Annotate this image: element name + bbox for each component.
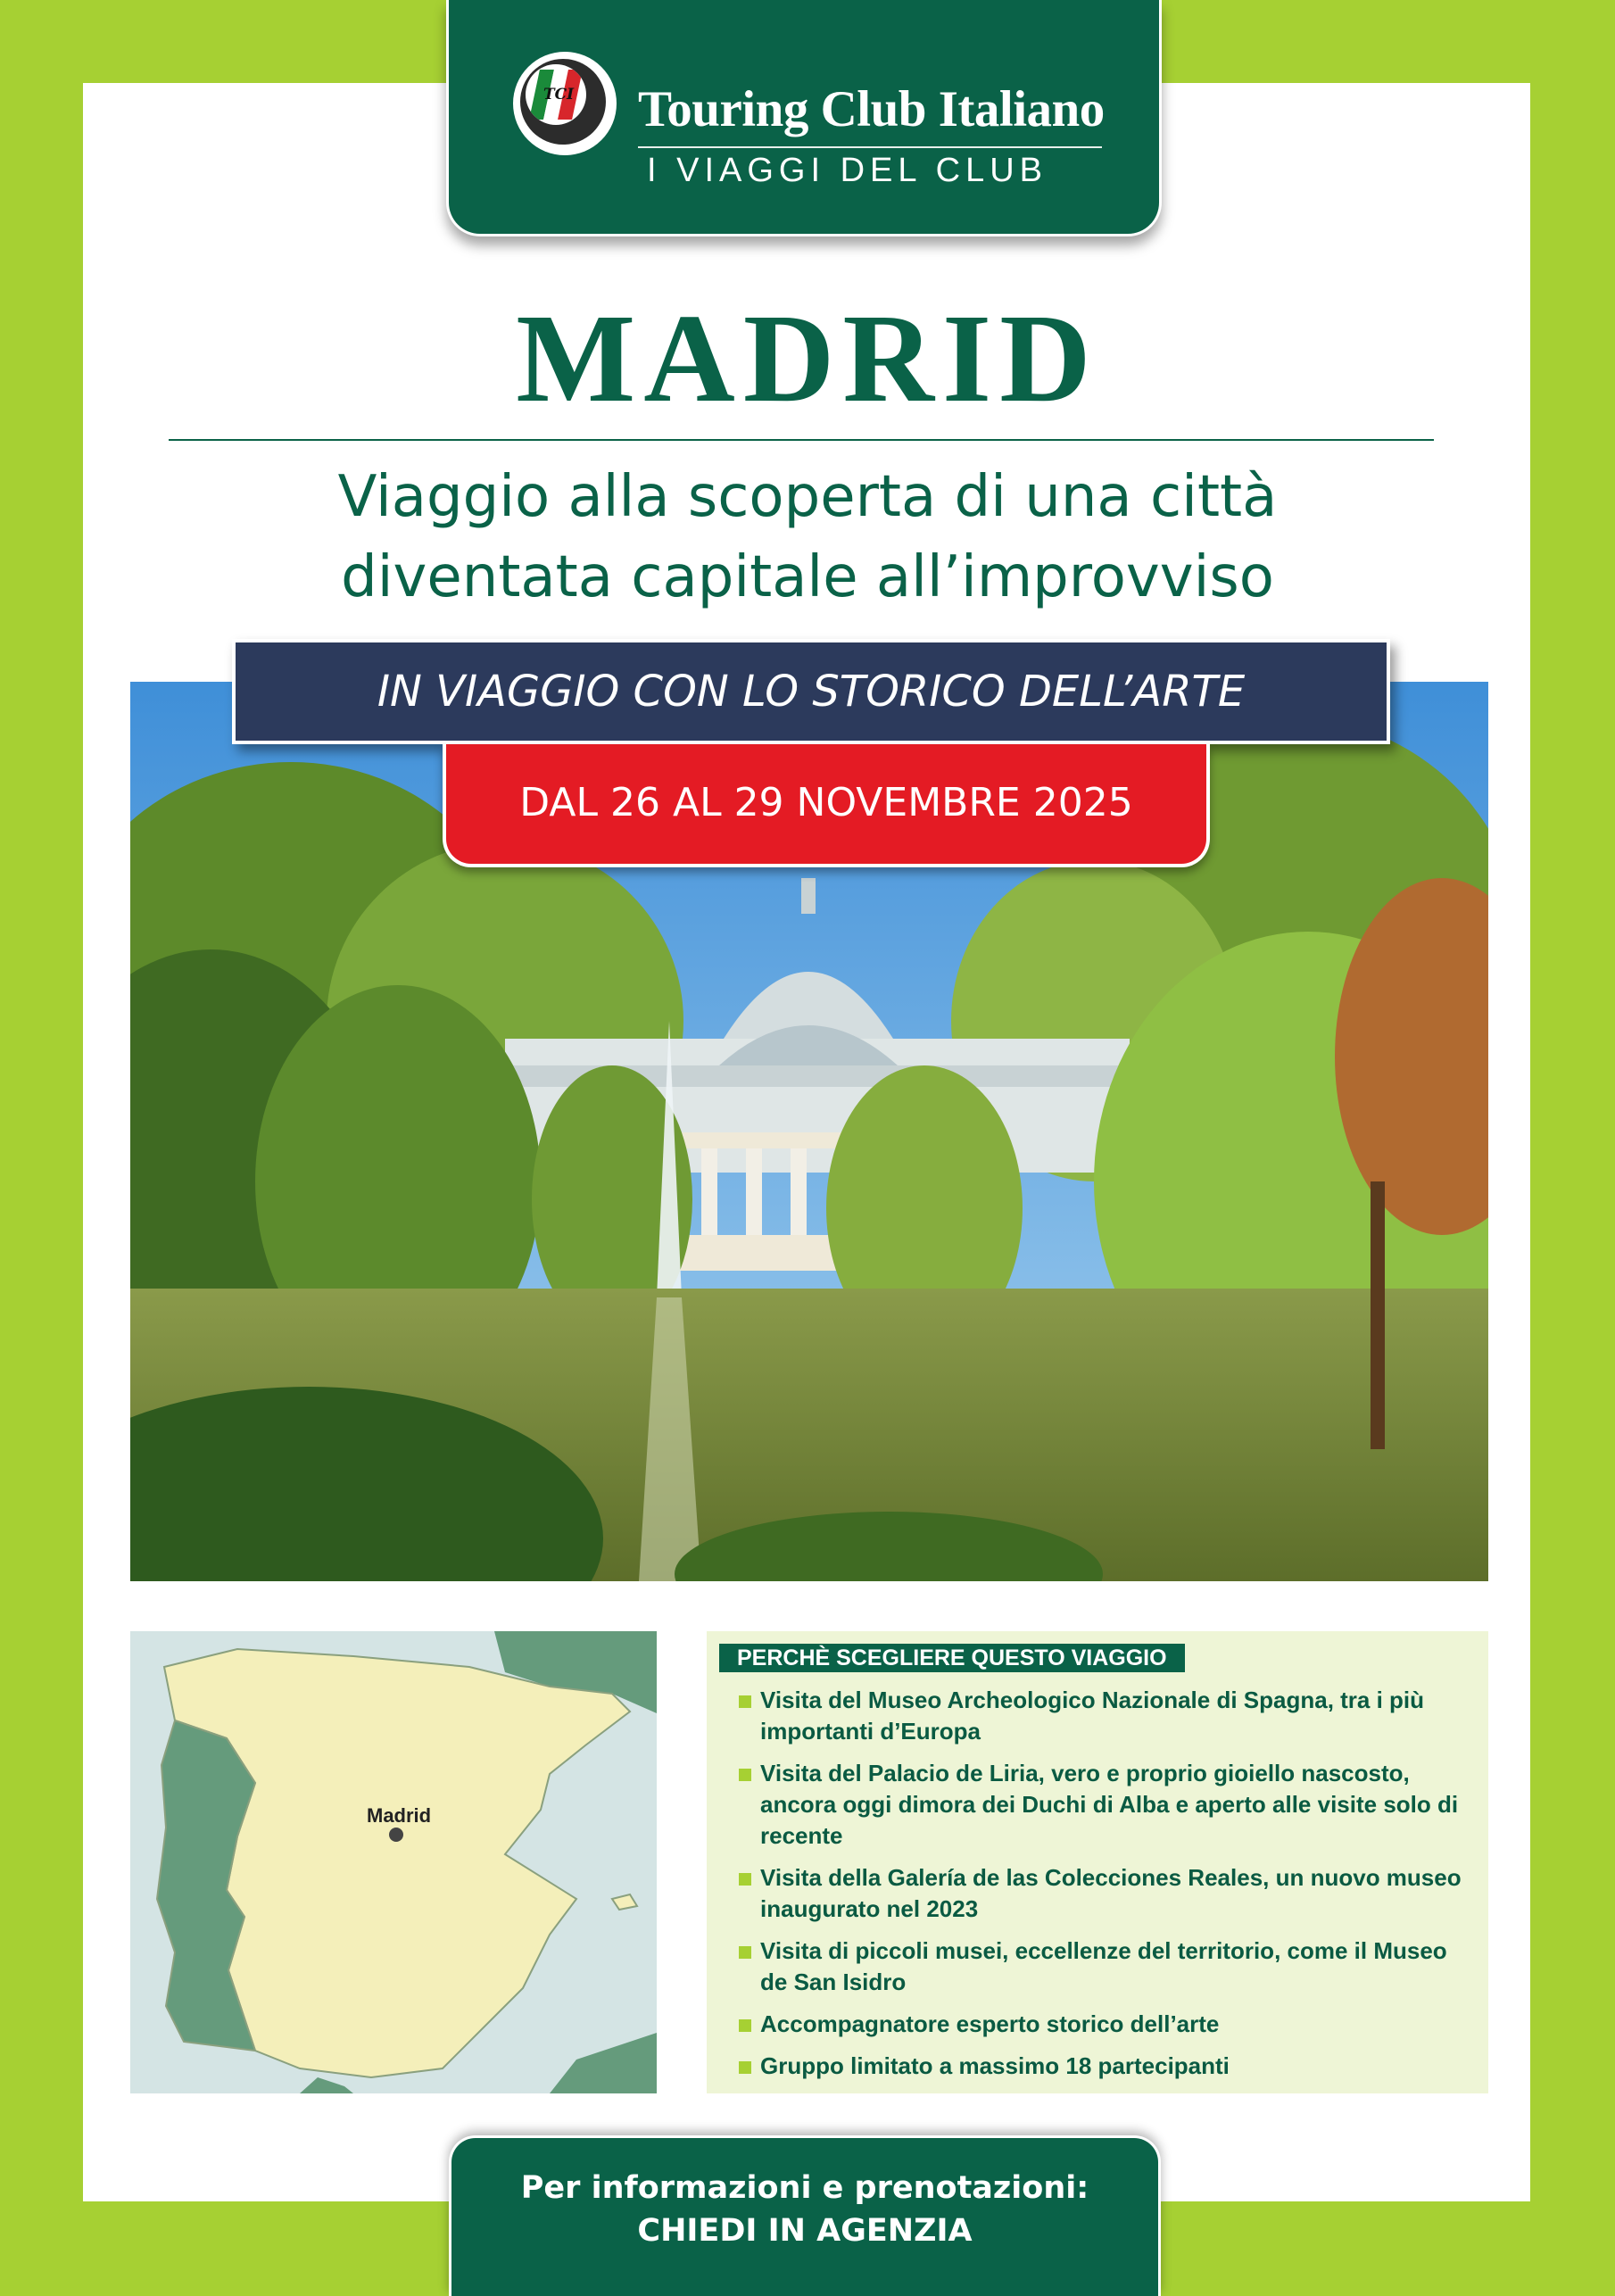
banner-text: IN VIAGGIO CON LO STORICO DELL’ARTE <box>377 667 1246 717</box>
subtitle-banner <box>232 639 1390 744</box>
subtitle-line-1: Viaggio alla scoperta di una città <box>337 464 1278 530</box>
list-item: Gruppo limitato a massimo 18 partecipanti <box>739 2051 1470 2082</box>
tci-logo-icon <box>513 52 617 155</box>
footer-line-2: CHIEDI IN AGENZIA <box>637 2213 973 2249</box>
list-item: Visita della Galería de las Colecciones Reales, un nuovo museo inaugurato nel 2023 <box>739 1862 1470 1925</box>
bullet-icon <box>739 1695 751 1708</box>
why-panel <box>707 1631 1488 2093</box>
map-city-label: Madrid <box>367 1804 432 1827</box>
bullet-icon <box>739 2019 751 2032</box>
brand-header <box>446 0 1162 236</box>
brand-divider <box>638 146 1102 148</box>
why-list <box>739 1685 1470 2093</box>
list-item: Visita di piccoli musei, eccellenze del territorio, come il Museo de San Isidro <box>739 1935 1470 1998</box>
footer-line-1: Per informazioni e prenotazioni: <box>520 2170 1089 2206</box>
why-heading: PERCHÈ SCEGLIERE QUESTO VIAGGIO <box>719 1644 1185 1672</box>
spain-map <box>130 1631 657 2093</box>
page-subtitle <box>0 457 1615 618</box>
list-item: Accompagnatore esperto storico dell’arte <box>739 2009 1470 2040</box>
page-title: MADRID <box>516 287 1099 428</box>
logo-text: TCI <box>543 86 575 104</box>
date-badge <box>443 744 1210 867</box>
list-item: Visita del Palacio de Liria, vero e proprio gioiello nascosto, ancora oggi dimora dei Duchi di Alba e aperto alle visite solo di recente <box>739 1758 1470 1852</box>
bullet-icon <box>739 2061 751 2074</box>
title-divider <box>169 439 1434 441</box>
date-text: DAL 26 AL 29 NOVEMBRE 2025 <box>519 780 1133 825</box>
subtitle-line-2: diventata capitale all’improvviso <box>341 544 1274 610</box>
bullet-icon <box>739 1873 751 1886</box>
list-item: Visita del Museo Archeologico Nazionale di Spagna, tra i più importanti d’Europa <box>739 1685 1470 1747</box>
bullet-icon <box>739 1769 751 1781</box>
bullet-icon <box>739 1946 751 1959</box>
brand-name: Touring Club Italiano <box>638 81 1105 137</box>
brand-subtitle: I VIAGGI DEL CLUB <box>647 152 1048 189</box>
footer-cta <box>449 2135 1161 2296</box>
